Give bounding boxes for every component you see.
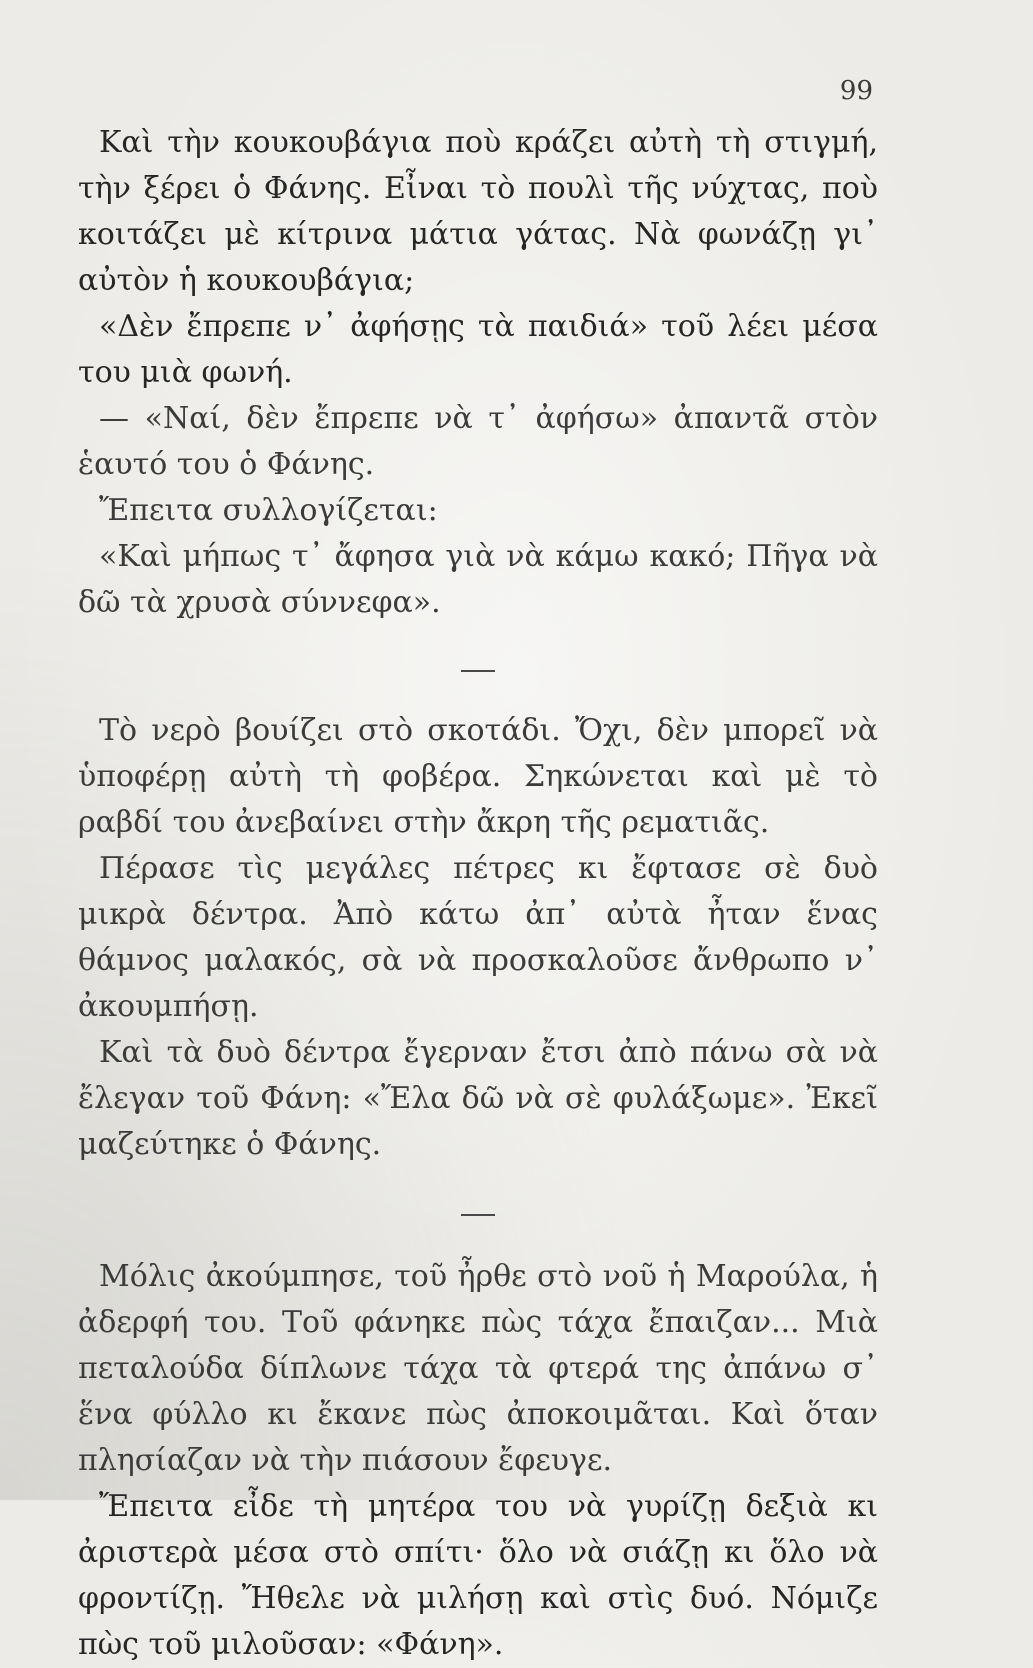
paragraph-1: Καὶ τὴν κουκουβάγια ποὺ κράζει αὐτὴ τὴ στιγμή, τὴν ξέρει ὁ Φάνης. Εἶναι τὸ πουλὶ τῆς νύχτας, ποὺ κοιτάζει μὲ κίτρινα μάτια γάτας. Νὰ φωνάζῃ γι᾿ αὐτὸν ἡ κουκουβάγια; [78, 125, 878, 298]
paragraph-10: Ἔπειτα εἶδε τὴ μητέρα του νὰ γυρίζῃ δεξιὰ κι ἀριστερὰ μέσα στὸ σπίτι· ὅλο νὰ σιάζῃ κι ὅλο νὰ φροντίζῃ. Ἤθελε νὰ μιλήσῃ καὶ στὶς δυό. Νόμιζε πὼς τοῦ μιλοῦσαν: «Φάνη». [78, 1489, 878, 1662]
paragraph-5: «Καὶ μήπως τ᾿ ἄφησα γιὰ νὰ κάμω κακό; Πῆγα νὰ δῶ τὰ χρυσὰ σύννεφα». [78, 539, 878, 620]
paragraph-2: «Δὲν ἔπρεπε ν᾿ ἀφήσῃς τὰ παιδιά» τοῦ λέει μέσα του μιὰ φωνή. [78, 309, 878, 390]
text-body [78, 120, 878, 1668]
section-divider [461, 670, 495, 672]
page-number: 99 [839, 76, 873, 106]
paragraph-9: Μόλις ἀκούμπησε, τοῦ ἦρθε στὸ νοῦ ἡ Μαρούλα, ἡ ἀδερφή του. Τοῦ φάνηκε πὼς τάχα ἔπαιζαν... Μιὰ πεταλούδα δίπλωνε τάχα τὰ φτερά της ἀπάνω σ᾿ ἕνα φύλλο κι ἔκανε πὼς ἀποκοιμᾶται. Καὶ ὅταν πλησίαζαν νὰ τὴν πιάσουν ἔφευγε. [78, 1259, 878, 1478]
paragraph-6: Τὸ νερὸ βουίζει στὸ σκοτάδι. Ὄχι, δὲν μπορεῖ νὰ ὑποφέρῃ αὐτὴ τὴ φοβέρα. Σηκώνεται καὶ μὲ τὸ ραβδί του ἀνεβαίνει στὴν ἄκρη τῆς ρεματιᾶς. [78, 713, 878, 840]
paragraph-4: Ἔπειτα συλλογίζεται: [99, 493, 438, 528]
paragraph-3: — «Ναί, δὲν ἔπρεπε νὰ τ᾿ ἀφήσω» ἀπαντᾶ στὸν ἑαυτό του ὁ Φάνης. [78, 401, 878, 482]
section-divider [461, 1214, 495, 1216]
paragraph-7: Πέρασε τὶς μεγάλες πέτρες κι ἔφτασε σὲ δυὸ μικρὰ δέντρα. Ἀπὸ κάτω ἀπ᾿ αὐτὰ ἦταν ἕνας θάμνος μαλακός, σὰ νὰ προσκαλοῦσε ἄνθρωπο ν᾿ ἀκουμπήσῃ. [78, 851, 878, 1024]
paragraph-8: Καὶ τὰ δυὸ δέντρα ἔγερναν ἔτσι ἀπὸ πάνω σὰ νὰ ἔλεγαν τοῦ Φάνη: «Ἔλα δῶ νὰ σὲ φυλάξωμε». Ἐκεῖ μαζεύτηκε ὁ Φάνης. [78, 1035, 878, 1162]
